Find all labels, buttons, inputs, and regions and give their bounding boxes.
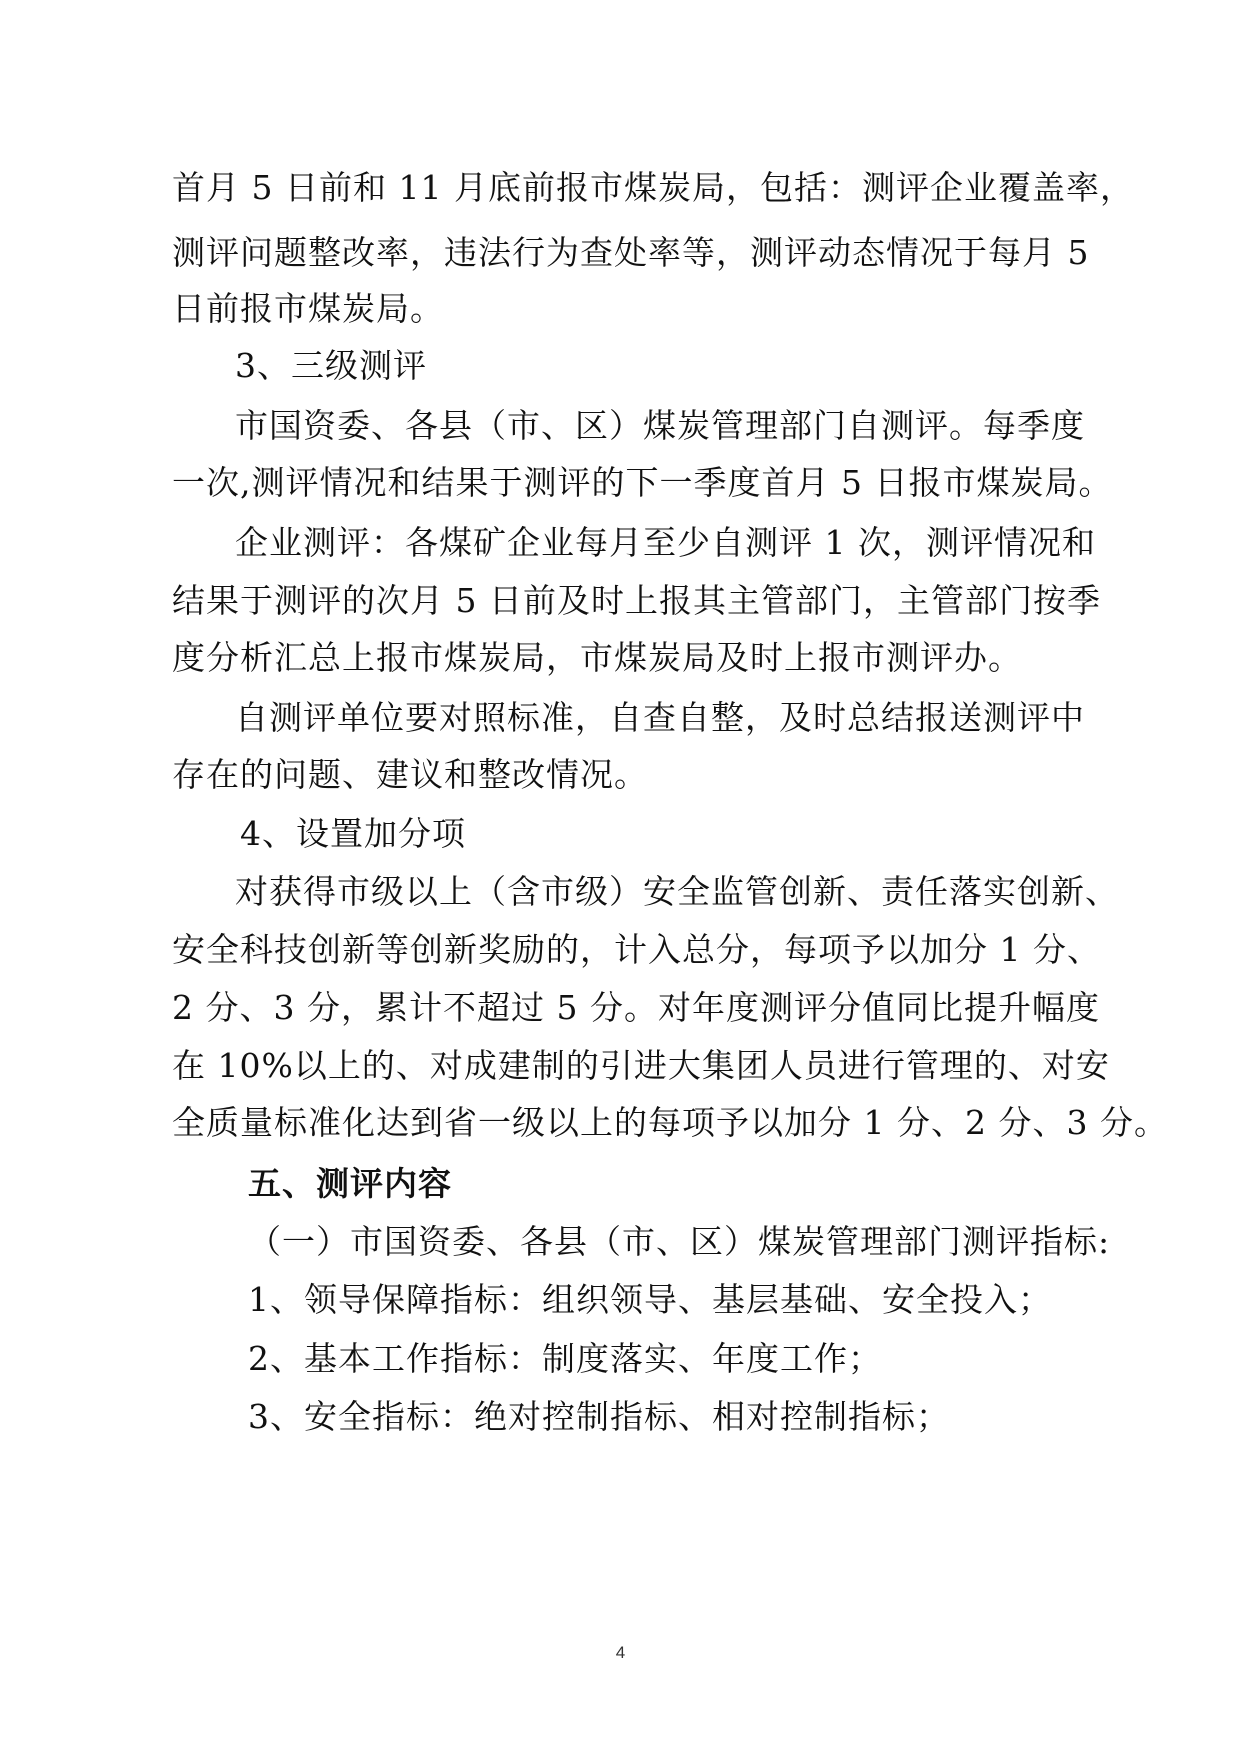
section-heading: 五、测评内容 xyxy=(248,1164,452,1203)
page-number: 4 xyxy=(615,1643,626,1662)
body-line: 在 10%以上的、对成建制的引进大集团人员进行管理的、对安 xyxy=(172,1046,1110,1085)
body-line: 全质量标准化达到省一级以上的每项予以加分 1 分、2 分、3 分。 xyxy=(172,1103,1168,1142)
body-line: 市国资委、各县（市、区）煤炭管理部门自测评。每季度 xyxy=(235,406,1085,445)
body-line: 度分析汇总上报市煤炭局，市煤炭局及时上报市测评办。 xyxy=(172,638,1022,677)
list-item: 3、安全指标：绝对控制指标、相对控制指标； xyxy=(248,1397,950,1436)
list-item: （一）市国资委、各县（市、区）煤炭管理部门测评指标: xyxy=(248,1222,1111,1261)
body-line: 自测评单位要对照标准，自查自整，及时总结报送测评中 xyxy=(235,698,1085,737)
section-subheading: 3、三级测评 xyxy=(235,346,427,385)
body-line: 一次,测评情况和结果于测评的下一季度首月 5 日报市煤炭局。 xyxy=(172,463,1113,502)
list-item: 1、领导保障指标：组织领导、基层基础、安全投入； xyxy=(248,1280,1052,1319)
section-subheading: 4、设置加分项 xyxy=(240,814,466,853)
body-line: 安全科技创新等创新奖励的，计入总分，每项予以加分 1 分、 xyxy=(172,930,1101,969)
body-line: 结果于测评的次月 5 日前及时上报其主管部门，主管部门按季 xyxy=(172,581,1101,620)
body-line: 企业测评：各煤矿企业每月至少自测评 1 次，测评情况和 xyxy=(235,523,1096,562)
list-item: 2、基本工作指标：制度落实、年度工作； xyxy=(248,1339,882,1378)
body-line: 日前报市煤炭局。 xyxy=(172,289,444,328)
body-line: 测评问题整改率，违法行为查处率等，测评动态情况于每月 5 xyxy=(172,233,1090,272)
body-line: 首月 5 日前和 11 月底前报市煤炭局，包括：测评企业覆盖率， xyxy=(172,168,1134,207)
body-line: 2 分、3 分，累计不超过 5 分。对年度测评分值同比提升幅度 xyxy=(172,988,1100,1027)
body-line: 对获得市级以上（含市级）安全监管创新、责任落实创新、 xyxy=(235,872,1119,911)
body-line: 存在的问题、建议和整改情况。 xyxy=(172,755,648,794)
